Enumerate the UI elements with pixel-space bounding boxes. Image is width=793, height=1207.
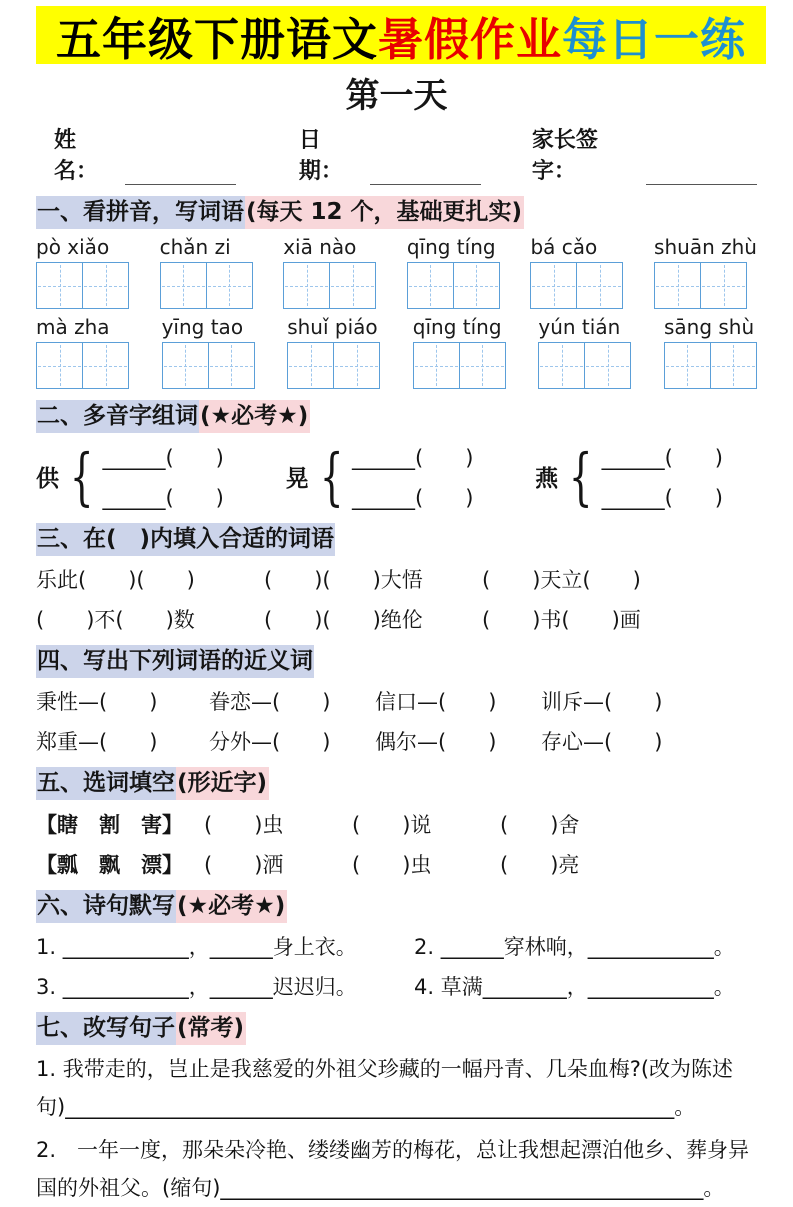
pinyin-label: shuān zhù [654,235,757,260]
grid-cell [655,263,700,308]
section5-title: 五、选词填空 [36,767,176,800]
section2-note: (★必考★) [199,400,310,433]
choice-item: ( )亮 [500,852,580,877]
section4-title: 四、写出下列词语的近义词 [36,645,314,678]
grid-cell [414,343,459,388]
grid-cell [82,263,128,308]
synonym-item: 郑重—( ) [36,730,158,755]
date-blank [370,164,481,185]
grid-cell [288,343,333,388]
brace-icon: { [69,439,94,513]
grid-cell [284,263,329,308]
banner-text-grade: 五年级下册语文 [55,12,378,66]
section1-title: 一、看拼音，写词语 [36,196,245,229]
grid-cell [700,263,746,308]
synonym-item: 信口—( ) [375,690,497,715]
section6-title: 六、诗句默写 [36,890,176,923]
pinyin-label: sāng shù [663,315,755,340]
blank-with-parens: ______( ) [601,485,723,510]
blank-with-parens: ______( ) [352,445,474,470]
date-label: 日期： [298,128,343,184]
pinyin-label: bá cǎo [530,235,598,260]
day-title: 第一天 [345,76,448,116]
grid-cell [37,263,82,308]
pinyin-grid-row-1 [36,235,757,309]
polyphone-group [36,439,224,513]
poem-item: 1. ____________，______身上衣。 [36,935,357,960]
writing-grid [36,342,129,389]
polyphone-group [285,439,474,513]
section7-note: (常考) [176,1012,246,1045]
title-banner [36,6,766,64]
idiom-item: ( )天立( ) [482,568,641,593]
grid-cell [576,263,622,308]
pinyin-column [283,235,376,309]
grid-cell [161,263,206,308]
polyphone-char: 晃 [285,466,309,493]
grid-cell [539,343,584,388]
char-options: 【瓢 飘 漂】 [36,852,183,877]
idiom-item: ( )书( )画 [482,608,641,633]
section7-title: 七、改写句子 [36,1012,176,1045]
synonym-item: 存心—( ) [541,730,663,755]
writing-grid [654,262,747,309]
pinyin-label: shuǐ piáo [287,315,378,340]
pinyin-label: yún tián [538,315,621,340]
pinyin-label: chǎn zi [159,235,231,260]
pinyin-column [160,235,253,309]
rewrite-sentence-2: 2. 一年一度，那朵朵冷艳、缕缕幽芳的梅花，总让我想起漂泊他乡、葬身异国的外祖父。(缩句)______________________________________________。 [36,1138,750,1200]
section4-heading [36,645,757,678]
pinyin-column [36,315,129,389]
pinyin-label: qīng tíng [406,235,496,260]
polyphone-group [535,439,723,513]
writing-grid [538,342,631,389]
idiom-item: ( )( )绝伦 [264,608,423,633]
blank-with-parens: ______( ) [601,445,723,470]
polyphone-blanks [352,442,473,512]
idiom-item: 乐此( )( ) [36,568,195,593]
grid-cell [37,343,82,388]
info-row [36,123,757,185]
grid-cell [584,343,630,388]
writing-grid [530,262,623,309]
writing-grid [160,262,253,309]
section6-note: (★必考★) [176,890,287,923]
pinyin-column [162,315,255,389]
banner-text-daily: 每日一练 [562,12,747,66]
section7-heading [36,1012,757,1045]
polyphone-row [36,439,757,513]
writing-grid [283,262,376,309]
polyphone-char: 供 [36,466,59,493]
pinyin-column [407,235,500,309]
choice-item: ( )虫 [204,812,284,837]
section1-heading [36,196,757,229]
polyphone-blanks [602,442,723,512]
name-blank [125,164,236,185]
writing-grid [413,342,506,389]
grid-cell [531,263,576,308]
blank-with-parens: ______( ) [102,485,224,510]
pinyin-label: yīng tao [161,315,244,340]
banner-text-homework: 暑假作业 [377,12,562,66]
synonym-item: 训斥—( ) [541,690,663,715]
blank-with-parens: ______( ) [352,485,474,510]
section5-heading [36,767,757,800]
grid-cell [408,263,453,308]
idiom-item: ( )( )大悟 [264,568,423,593]
pinyin-column [664,315,757,389]
writing-grid [36,262,129,309]
grid-cell [82,343,128,388]
grid-cell [459,343,505,388]
synonym-grid [36,686,757,756]
synonym-item: 分外—( ) [209,730,331,755]
writing-grid [407,262,500,309]
sign-label: 家长签字： [531,128,598,184]
rewrite-sentence-1: 1. 我带走的，岂止是我慈爱的外祖父珍藏的一幅丹青、几朵血梅?(改为陈述句)__________________________________________________________。 [36,1057,734,1119]
section3-heading [36,523,757,556]
pinyin-label: pò xiǎo [36,235,110,260]
char-options: 【瞎 割 害】 [36,812,183,837]
section2-heading [36,400,757,433]
pinyin-column [413,315,506,389]
brace-icon: { [569,439,593,513]
choice-item: ( )洒 [204,852,284,877]
grid-cell [665,343,710,388]
brace-icon: { [319,439,344,513]
idiom-item: ( )不( )数 [36,608,195,633]
poem-item: 3. ____________，______迟迟归。 [36,975,357,1000]
section3-title: 三、在( )内填入合适的词语 [36,523,335,556]
grid-cell [333,343,379,388]
section5-note: (形近字) [176,767,269,800]
choice-item: ( )舍 [500,812,580,837]
writing-grid [664,342,757,389]
synonym-item: 眷恋—( ) [209,690,331,715]
poem-item: 2. ______穿林响，____________。 [414,935,735,960]
pinyin-column [530,235,623,309]
pinyin-column [287,315,380,389]
grid-cell [208,343,254,388]
grid-cell [163,343,208,388]
pinyin-label: qīng tíng [412,315,502,340]
writing-grid [287,342,380,389]
grid-cell [329,263,375,308]
section6-heading [36,890,757,923]
grid-cell [453,263,499,308]
pinyin-grid-row-2 [36,315,757,389]
blank-with-parens: ______( ) [102,445,224,470]
pinyin-label: mà zha [36,315,110,340]
polyphone-blanks [102,442,223,512]
sign-blank [646,164,757,185]
grid-cell [710,343,756,388]
synonym-item: 偶尔—( ) [375,730,497,755]
idiom-fill-grid [36,564,757,634]
name-label: 姓名： [54,128,99,184]
grid-cell [206,263,252,308]
section2-title: 二、多音字组词 [36,400,199,433]
choice-item: ( )说 [352,812,432,837]
choice-item: ( )虫 [352,852,432,877]
section1-note: (每天 12 个，基础更扎实) [245,196,524,229]
pinyin-column [654,235,757,309]
pinyin-column [538,315,631,389]
polyphone-char: 燕 [535,466,559,493]
synonym-item: 秉性—( ) [36,690,158,715]
pinyin-label: xiā nào [283,235,357,260]
word-choice-grid [36,809,757,879]
writing-grid [162,342,255,389]
poem-dictation-grid [36,931,757,1001]
poem-item: 4. 草满________，____________。 [414,975,735,1000]
pinyin-column [36,235,129,309]
